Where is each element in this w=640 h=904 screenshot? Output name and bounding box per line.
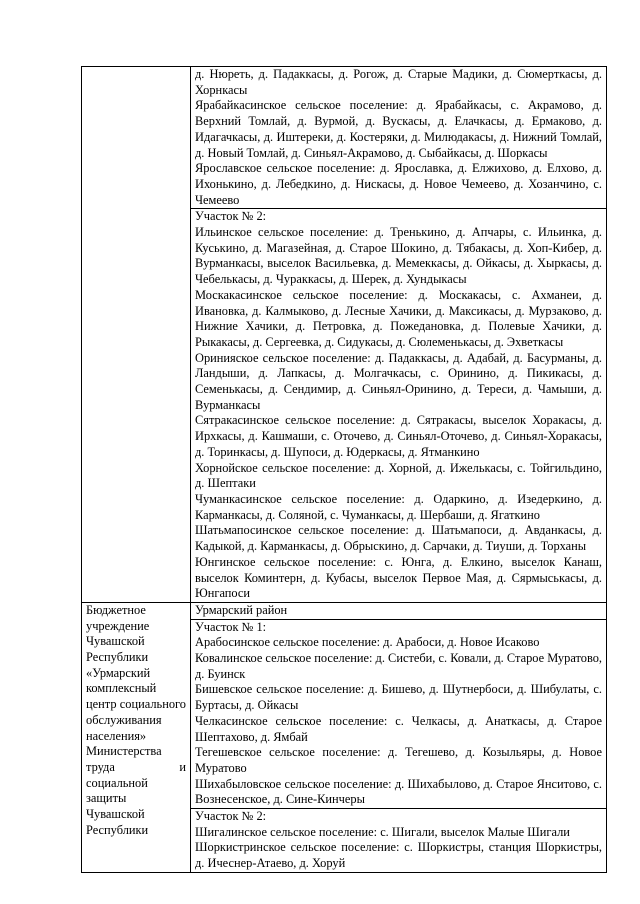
institution-cell-empty [82,67,191,603]
paragraph: Шигалинское сельское поселение: с. Шигали, выселок Малые Шигали [195,824,570,839]
section-heading: Участок № 2: [195,209,267,224]
table-row [82,67,607,209]
paragraph: Оринияское сельское поселение: д. Падаккасы, д. Адабай, д. Басурманы, д. Ландыши, д. Лапкасы, д. Молгачкасы, с. Оринино, д. Пикикасы, д. Семенькасы, д. Сендимир, д. Синьял-Оринино, д. Тереси, д. Чамыши, д. Вурманкасы [195,350,602,412]
paragraph: Ковалинское сельское поселение: д. Систеби, с. Ковали, д. Старое Муратово, д. Буинск [195,651,602,681]
section-heading: Участок № 1: [195,619,267,634]
paragraph: Москакасинское сельское поселение: д. Москакасы, с. Ахманеи, д. Ивановка, д. Калмыково, д. Лесные Хачики, д. Максикасы, д. Мурзаково, д. Нижние Хачики, д. Петровка, д. Пожедановка, д. Полевые Хачики, д. Рыкакасы, д. Сергеевка, д. Сидукасы, д. Сюлеменькасы, д. Эхветкасы [195,287,602,349]
area-cell [191,67,607,209]
district-title-cell [191,602,607,619]
section-heading: Участок № 2: [195,809,267,824]
paragraph: Шихабыловское сельское поселение: д. Шихабылово, д. Старое Янситово, с. Вознесенское, д. Сине-Кинчеры [195,776,602,807]
paragraph: Арабосинское сельское поселение: д. Арабоси, д. Новое Исаково [195,635,540,650]
paragraph: Челкасинское сельское поселение: с. Челкасы, д. Анаткасы, д. Старое Шептахово, д. Ямбай [195,713,602,744]
institution-cell: Бюджетное учреждение Чувашской Республики «Урмарский комплексный центр социального обслуживания населения» Министерства труда и социальной защиты Чувашской Республики [82,602,191,872]
paragraph: Чуманкасинское сельское поселение: д. Одаркино, д. Изедеркино, д. Карманкасы, д. Соляной, с. Чуманкасы, д. Шербаши, д. Ягаткино [195,491,602,522]
paragraph: Ильинское сельское поселение: д. Тренькино, д. Апчары, с. Ильинка, д. Куськино, д. Магазейная, д. Старое Шокино, д. Тябакасы, д. Хоп-Кибер, д. Вурманкасы, выселок Васильевка, д. Мемеккасы, д. Ойкасы, д. Хыркасы, д. Чебелькасы, д. Чураккасы, д. Шерек, д. Хундыкасы [195,225,602,287]
paragraph: Бишевское сельское поселение: д. Бишево, д. Шутнербоси, д. Шибулаты, с. Буртасы, д. Ойкасы [195,682,602,713]
paragraph: Ярославское сельское поселение: д. Ярославка, д. Елжихово, д. Елхово, д. Ихонькино, д. Лебедкино, д. Нискасы, д. Новое Чемеево, д. Хозанчино, с. Чемеево [195,161,602,207]
paragraph: д. Нюреть, д. Падаккасы, д. Рогож, д. Старые Мадики, д. Сюмерткасы, д. Хорнкасы [195,67,602,97]
paragraph: Хорнойское сельское поселение: д. Хорной, д. Ижелькасы, с. Тойгильдино, д. Шептаки [195,460,602,491]
paragraph: Шоркистринское сельское поселение: с. Шоркистры, станция Шоркистры, д. Ичеснер-Атаево, д. Хоруй [195,840,602,871]
area-cell [191,809,607,873]
table-row [82,602,607,619]
district-table [81,66,607,873]
paragraph: Юнгинское сельское поселение: с. Юнга, д. Елкино, выселок Канаш, выселок Коминтерн, д. Кубасы, выселок Первое Мая, д. Сярмыськасы, д. Юнгапоси [195,554,602,601]
area-cell [191,209,607,603]
paragraph: Тегешевское сельское поселение: д. Тегешево, д. Козыльяры, д. Новое Муратово [195,745,602,775]
area-cell [191,619,607,808]
paragraph: Сятракасинское сельское поселение: д. Сятракасы, выселок Хоракасы, д. Ирхкасы, д. Кашмаши, с. Оточево, д. Синьял-Оточево, д. Синьял-Хоракасы, д. Торинкасы, д. Шупоси, д. Юдеркасы, д. Ятманкино [195,413,602,459]
paragraph: Ярабайкасинское сельское поселение: д. Ярабайкасы, с. Акрамово, д. Верхний Томлай, д. Вурмой, д. Вускасы, д. Елачкасы, д. Ермаково, д. Идагачкасы, д. Иштереки, д. Костеряки, д. Милюдакасы, д. Нижний Томлай, д. Новый Томлай, д. Синьял-Акрамово, д. Сыбайкасы, д. Шоркасы [195,98,602,160]
paragraph: Шатьмапосинское сельское поселение: д. Шатьмапоси, д. Авданкасы, д. Кадыкой, д. Карманкасы, д. Обрыскино, д. Сарчаки, д. Тиуши, д. Торханы [195,523,602,554]
district-title: Урмарский район [195,602,288,617]
